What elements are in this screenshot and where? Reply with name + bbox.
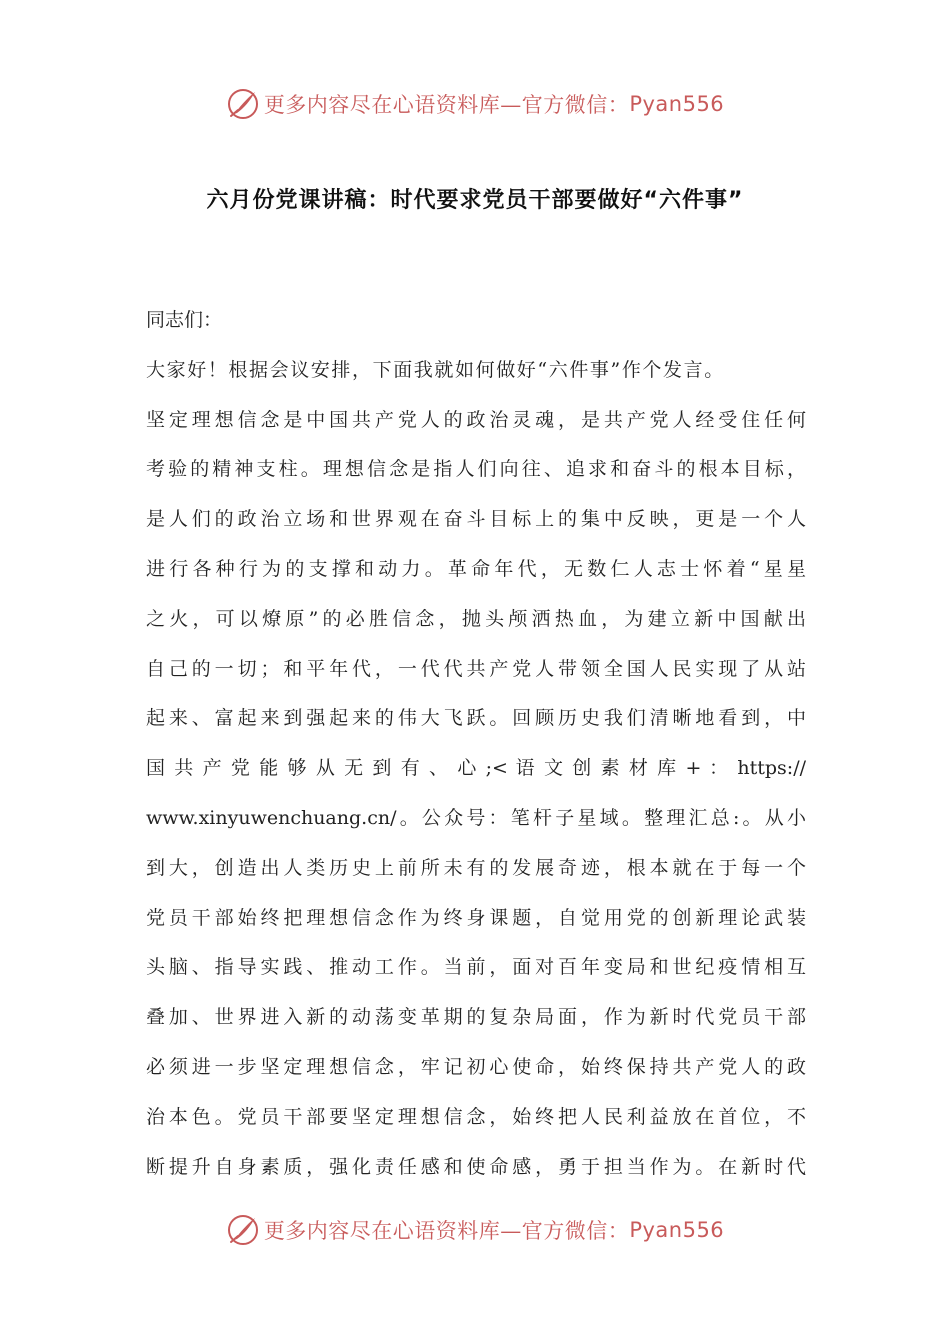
text-line: 党员干部始终把理想信念作为终身课题，自觉用党的创新理论武装 bbox=[146, 906, 806, 929]
banner-wechat-id: Pyan556 bbox=[629, 92, 725, 116]
text-line: 是人们的政治立场和世界观在奋斗目标上的集中反映，更是一个人 bbox=[146, 508, 806, 531]
text-line: 自己的一切；和平年代，一代代共产党人带领全国人民实现了从站 bbox=[146, 657, 806, 680]
banner-text: 更多内容尽在心语资料库—官方微信： bbox=[263, 93, 630, 117]
text-line: 治本色。党员干部要坚定理想信念，始终把人民利益放在首位，不 bbox=[146, 1105, 806, 1128]
header-banner bbox=[0, 84, 950, 124]
text-line: 起来、富起来到强起来的伟大飞跃。回顾历史我们清晰地看到，中 bbox=[146, 707, 806, 730]
quill-logo-icon bbox=[226, 1213, 260, 1247]
text-line: 头脑、指导实践、推动工作。当前，面对百年变局和世纪疫情相互 bbox=[146, 956, 806, 979]
text-line: 叠加、世界进入新的动荡变革期的复杂局面，作为新时代党员干部 bbox=[146, 1006, 806, 1029]
text-line: 之火，可以燎原”的必胜信念，抛头颅洒热血，为建立新中国献出 bbox=[146, 607, 806, 630]
banner-text: 更多内容尽在心语资料库—官方微信： bbox=[263, 1219, 630, 1243]
text-line: 坚定理想信念是中国共产党人的政治灵魂，是共产党人经受住任何 bbox=[146, 408, 806, 431]
text-line: www.xinyuwenchuang.cn/。公众号：笔杆子星域。整理汇总:。从小 bbox=[146, 806, 806, 829]
document-body bbox=[146, 296, 806, 1192]
document-title: 六月份党课讲稿：时代要求党员干部要做好“六件事” bbox=[206, 188, 744, 213]
banner-wechat-id: Pyan556 bbox=[629, 1218, 725, 1242]
text-line: 断提升自身素质，强化责任感和使命感，勇于担当作为。在新时代 bbox=[146, 1155, 806, 1178]
text-line: 考验的精神支柱。理想信念是指人们向往、追求和奋斗的根本目标， bbox=[146, 458, 806, 481]
text-line: 国 共 产 党 能 够 从 无 到 有 、 心 ;< 语 文 创 素 材 库 + ： https:// bbox=[146, 757, 806, 780]
text-line: 进行各种行为的支撑和动力。革命年代，无数仁人志士怀着“星星 bbox=[146, 557, 806, 580]
text-line: 必须进一步坚定理想信念，牢记初心使命，始终保持共产党人的政 bbox=[146, 1055, 806, 1078]
text-line: 大家好！根据会议安排，下面我就如何做好“六件事”作个发言。 bbox=[146, 358, 725, 381]
text-line: 同志们： bbox=[146, 309, 223, 331]
text-line: 到大，创造出人类历史上前所未有的发展奇迹，根本就在于每一个 bbox=[146, 856, 806, 879]
quill-logo-icon bbox=[226, 87, 260, 121]
footer-banner bbox=[0, 1210, 950, 1250]
